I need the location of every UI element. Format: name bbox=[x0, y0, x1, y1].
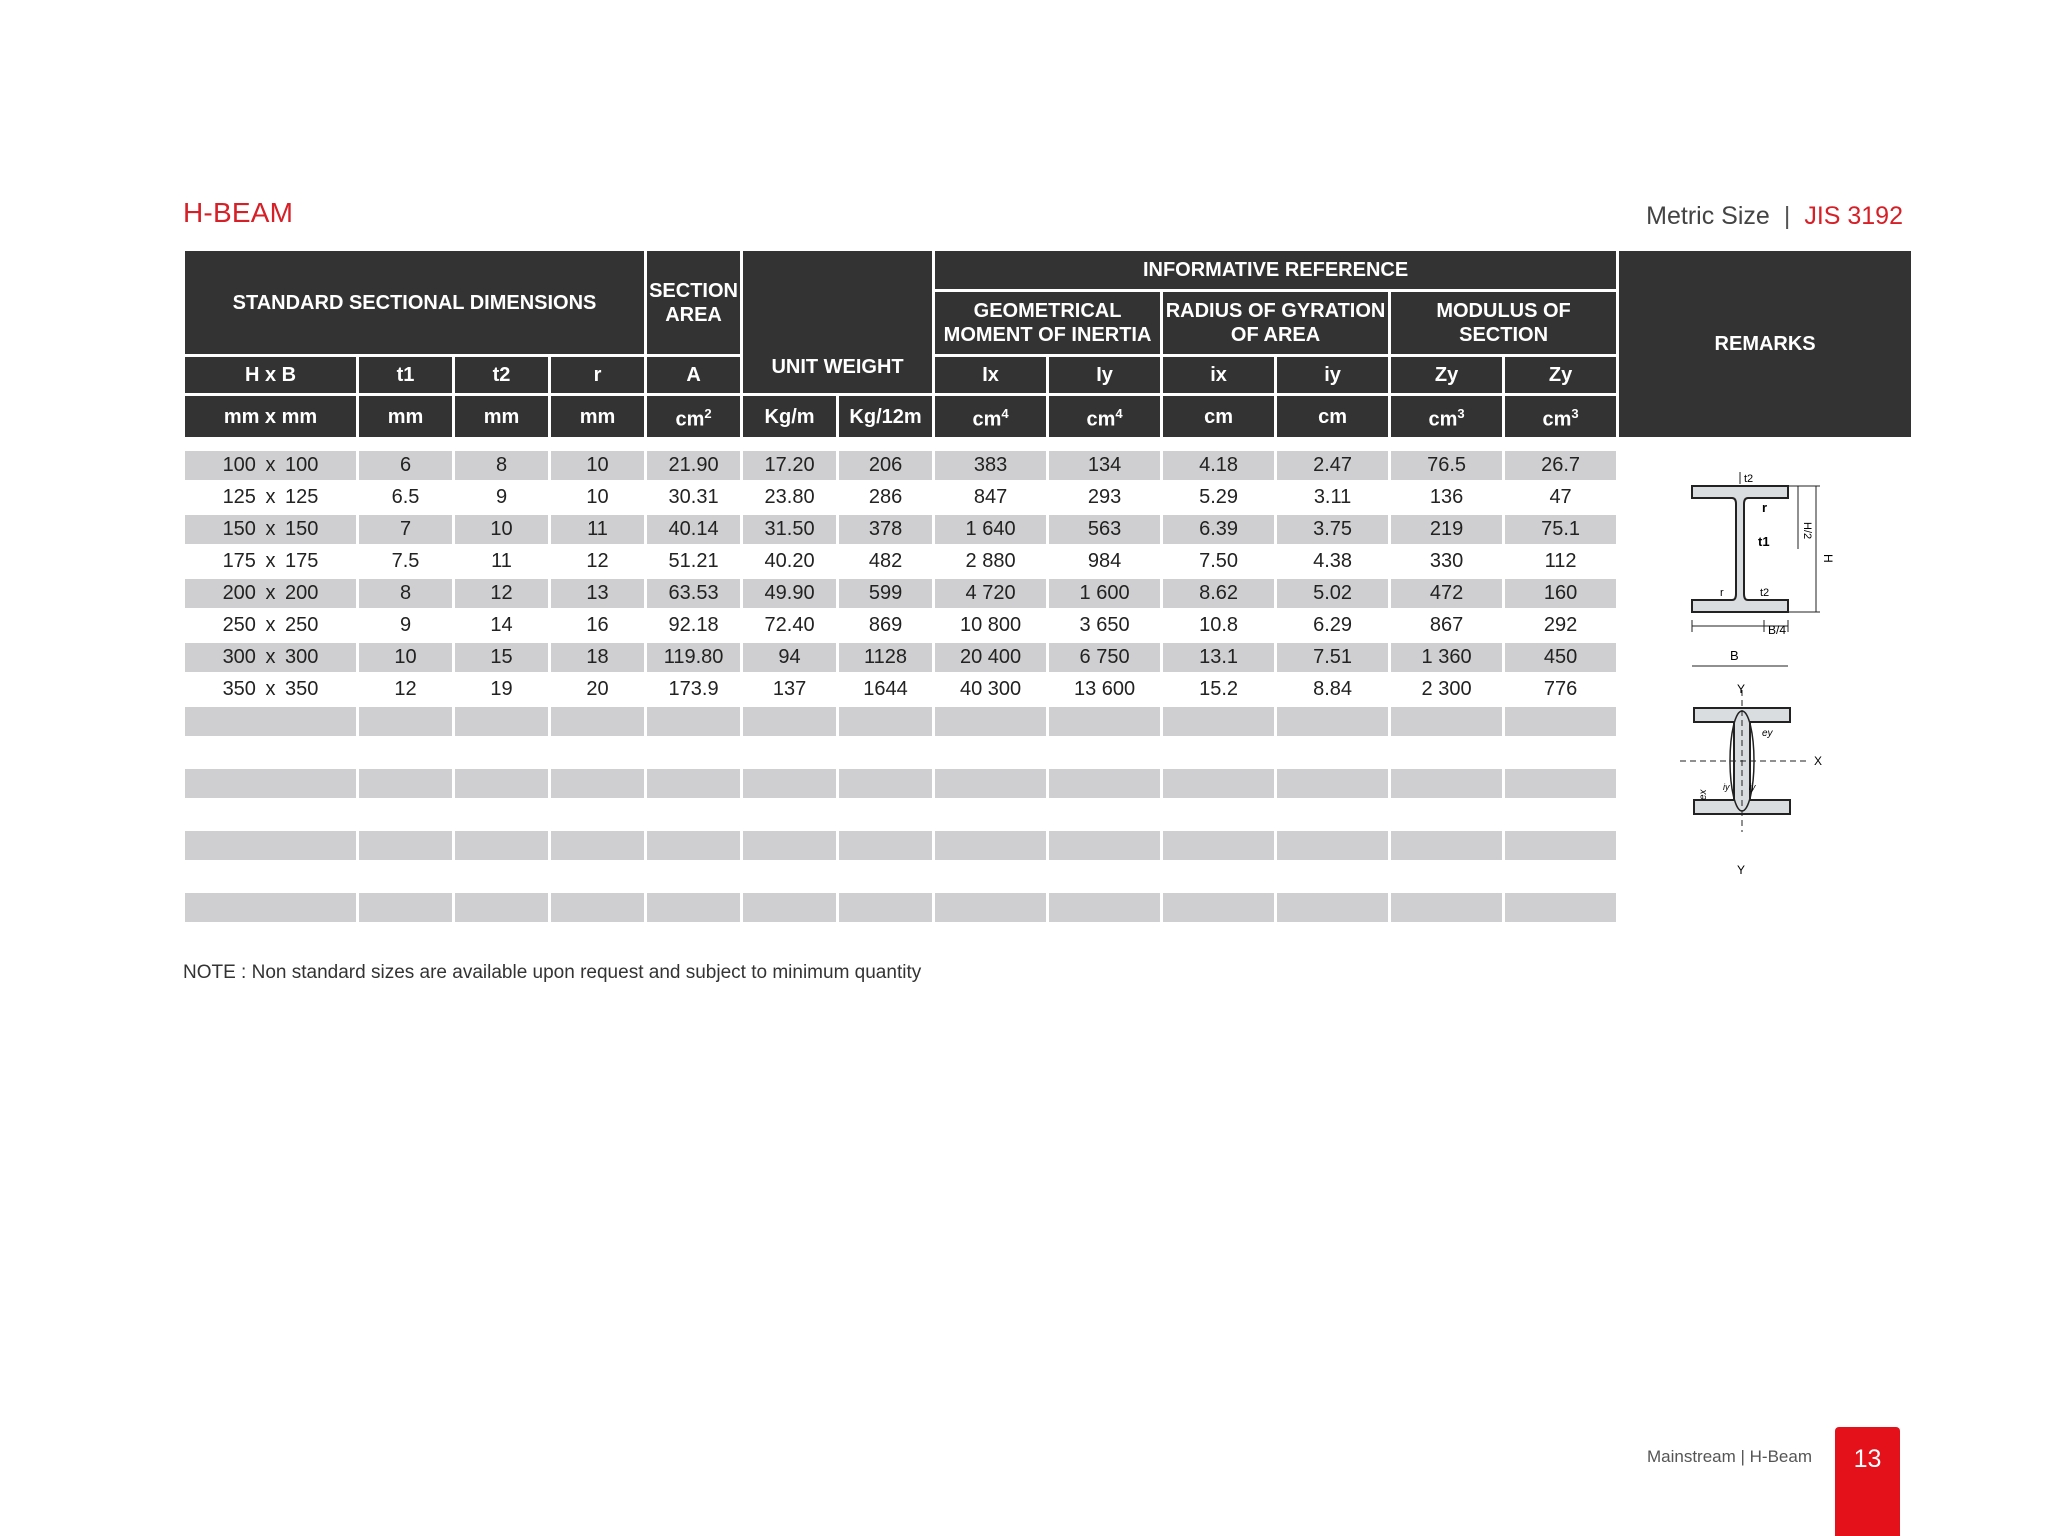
label-b-quarter: B/4 bbox=[1768, 623, 1787, 637]
table-cell: 6.29 bbox=[1313, 614, 1353, 636]
table-cell: 776 bbox=[1543, 678, 1578, 700]
table-cell: 173.9 bbox=[668, 678, 719, 700]
symbol-t1: t1 bbox=[359, 357, 452, 393]
label-h: H bbox=[1821, 554, 1835, 563]
table-cell: 293 bbox=[1087, 486, 1122, 508]
table-cell-empty bbox=[1049, 707, 1160, 736]
table-cell: 10 bbox=[551, 451, 644, 480]
table-cell: 6.39 bbox=[1163, 515, 1274, 544]
table-cell: 76.5 bbox=[1391, 451, 1502, 480]
table-cell: 20 400 bbox=[935, 643, 1046, 672]
table-cell: 18 bbox=[551, 643, 644, 672]
unit-iy-moment: $cm^4$ bbox=[1049, 396, 1160, 437]
table-cell: 7.50 bbox=[1199, 550, 1239, 572]
unit-area: $cm^2$ bbox=[647, 396, 740, 437]
table-cell-empty bbox=[455, 707, 548, 736]
unit-mm-x-mm: mm x mm bbox=[185, 396, 356, 437]
table-cell-empty bbox=[551, 831, 644, 860]
table-cell-empty bbox=[359, 707, 452, 736]
table-cell: 125 x 125 bbox=[222, 486, 319, 508]
table-cell-empty bbox=[1391, 769, 1502, 798]
table-cell-empty bbox=[359, 831, 452, 860]
table-cell: 119.80 bbox=[647, 643, 740, 672]
header-unit-weight: UNIT WEIGHT bbox=[743, 251, 932, 393]
table-cell: 13.1 bbox=[1163, 643, 1274, 672]
h-beam-dimension-drawing bbox=[1692, 472, 1835, 666]
table-cell: 10 bbox=[455, 515, 548, 544]
table-cell-empty bbox=[839, 831, 932, 860]
symbol-zy-1: Zy bbox=[1391, 357, 1502, 393]
unit-ix-radius: cm bbox=[1163, 396, 1274, 437]
symbol-iy-moment: Iy bbox=[1049, 357, 1160, 393]
table-cell-empty bbox=[455, 893, 548, 922]
header-section-area: SECTION AREA bbox=[647, 251, 740, 354]
table-cell: 6 750 bbox=[1049, 643, 1160, 672]
table-cell-empty bbox=[1049, 831, 1160, 860]
table-cell-empty bbox=[743, 831, 836, 860]
table-cell: 378 bbox=[839, 515, 932, 544]
table-cell: 8 bbox=[359, 579, 452, 608]
table-cell-empty bbox=[743, 893, 836, 922]
table-cell-empty bbox=[185, 831, 356, 860]
table-cell: 94 bbox=[743, 643, 836, 672]
table-cell-empty bbox=[935, 831, 1046, 860]
table-cell: 219 bbox=[1391, 515, 1502, 544]
table-cell: 40 300 bbox=[959, 678, 1022, 700]
table-cell-empty bbox=[1505, 893, 1616, 922]
table-cell: 160 bbox=[1505, 579, 1616, 608]
label-iy-left: iy bbox=[1723, 782, 1730, 792]
table-cell: 6 bbox=[359, 451, 452, 480]
table-cell-empty bbox=[1277, 769, 1388, 798]
table-cell: 19 bbox=[490, 678, 513, 700]
table-row bbox=[185, 451, 1911, 480]
table-cell: 30.31 bbox=[668, 486, 719, 508]
symbol-ix-radius: ix bbox=[1163, 357, 1274, 393]
table-cell: 2 300 bbox=[1421, 678, 1472, 700]
table-cell: 40.20 bbox=[764, 550, 815, 572]
metric-size-label: Metric Size bbox=[1646, 202, 1770, 230]
table-cell: 20 bbox=[586, 678, 609, 700]
header-modulus-of-section: MODULUS OF SECTION bbox=[1391, 292, 1616, 354]
table-cell: 6.5 bbox=[391, 486, 420, 508]
page-number-badge: 13 bbox=[1835, 1427, 1900, 1536]
table-cell-empty bbox=[1163, 707, 1274, 736]
table-cell: 7 bbox=[359, 515, 452, 544]
subtitle-separator: | bbox=[1783, 202, 1791, 230]
table-cell: 10.8 bbox=[1199, 614, 1239, 636]
table-cell: 563 bbox=[1049, 515, 1160, 544]
symbol-t2: t2 bbox=[455, 357, 548, 393]
table-cell: 23.80 bbox=[764, 486, 815, 508]
table-cell-empty bbox=[551, 769, 644, 798]
table-cell: 31.50 bbox=[743, 515, 836, 544]
table-cell: 26.7 bbox=[1505, 451, 1616, 480]
table-cell-empty bbox=[839, 769, 932, 798]
unit-kg-per-m: Kg/m bbox=[743, 396, 836, 437]
label-axis-y-top: Y bbox=[1737, 682, 1746, 696]
h-beam-axis-drawing bbox=[1680, 682, 1822, 877]
table-cell: 13 bbox=[551, 579, 644, 608]
table-cell: 482 bbox=[868, 550, 903, 572]
label-iy-right: iy bbox=[1749, 782, 1756, 792]
table-cell: 4.38 bbox=[1313, 550, 1353, 572]
table-cell-empty bbox=[935, 769, 1046, 798]
table-cell: 137 bbox=[772, 678, 807, 700]
table-cell: 1128 bbox=[839, 643, 932, 672]
table-cell: 9 bbox=[399, 614, 412, 636]
table-cell-empty bbox=[359, 893, 452, 922]
table-cell: 10 bbox=[586, 486, 609, 508]
h-beam-section-diagram bbox=[1680, 460, 1880, 880]
table-cell-empty bbox=[1049, 769, 1160, 798]
unit-zy-2: $cm^3$ bbox=[1505, 396, 1616, 437]
table-cell: 100 x 100 bbox=[185, 451, 356, 480]
header-standard-dimensions: STANDARD SECTIONAL DIMENSIONS bbox=[185, 251, 644, 354]
table-cell-empty bbox=[647, 769, 740, 798]
table-cell: 1 640 bbox=[935, 515, 1046, 544]
table-cell: 599 bbox=[839, 579, 932, 608]
symbol-zy-2: Zy bbox=[1505, 357, 1616, 393]
table-cell: 47 bbox=[1549, 486, 1572, 508]
table-cell: 17.20 bbox=[743, 451, 836, 480]
header-moment-of-inertia: GEOMETRICAL MOMENT OF INERTIA bbox=[935, 292, 1160, 354]
table-cell: 11 bbox=[551, 515, 644, 544]
table-cell: 450 bbox=[1505, 643, 1616, 672]
label-ey: ey bbox=[1762, 728, 1773, 739]
label-axis-x: X bbox=[1814, 754, 1823, 768]
table-cell: 63.53 bbox=[647, 579, 740, 608]
table-cell: 1 360 bbox=[1391, 643, 1502, 672]
table-cell: 472 bbox=[1391, 579, 1502, 608]
symbol-r: r bbox=[551, 357, 644, 393]
table-cell: 1 600 bbox=[1049, 579, 1160, 608]
table-cell: 867 bbox=[1429, 614, 1464, 636]
table-cell-empty bbox=[359, 769, 452, 798]
label-axis-y-bottom: Y bbox=[1737, 863, 1746, 877]
table-cell: 3 650 bbox=[1079, 614, 1130, 636]
table-cell-empty bbox=[185, 707, 356, 736]
table-cell: 49.90 bbox=[743, 579, 836, 608]
table-cell: 2 880 bbox=[965, 550, 1016, 572]
table-cell-empty bbox=[551, 707, 644, 736]
table-cell: 3.75 bbox=[1277, 515, 1388, 544]
label-t2-top: t2 bbox=[1744, 473, 1754, 485]
table-cell: 10 800 bbox=[959, 614, 1022, 636]
table-cell-empty bbox=[839, 707, 932, 736]
table-cell: 175 x 175 bbox=[222, 550, 319, 572]
label-t1: t1 bbox=[1758, 534, 1770, 549]
table-cell: 8.62 bbox=[1163, 579, 1274, 608]
symbol-ix-moment: Ix bbox=[935, 357, 1046, 393]
table-cell-empty bbox=[743, 707, 836, 736]
table-cell-empty bbox=[1277, 893, 1388, 922]
table-cell: 847 bbox=[973, 486, 1008, 508]
table-cell-empty bbox=[1505, 769, 1616, 798]
table-cell: 112 bbox=[1544, 550, 1577, 572]
table-cell: 11 bbox=[491, 550, 512, 572]
table-cell: 92.18 bbox=[668, 614, 719, 636]
table-cell-empty bbox=[185, 893, 356, 922]
table-cell: 300 x 300 bbox=[185, 643, 356, 672]
table-cell: 250 x 250 bbox=[222, 614, 319, 636]
label-r-bottom: r bbox=[1720, 587, 1724, 599]
unit-iy-radius: cm bbox=[1277, 396, 1388, 437]
table-cell: 136 bbox=[1429, 486, 1464, 508]
table-cell-empty bbox=[551, 893, 644, 922]
table-cell-empty bbox=[1163, 769, 1274, 798]
table-cell: 206 bbox=[839, 451, 932, 480]
table-cell: 1644 bbox=[863, 678, 908, 700]
table-cell-empty bbox=[1163, 893, 1274, 922]
table-cell-empty bbox=[647, 831, 740, 860]
table-cell: 10 bbox=[359, 643, 452, 672]
table-cell: 286 bbox=[868, 486, 903, 508]
label-h-half: H/2 bbox=[1801, 522, 1813, 540]
table-cell-empty bbox=[1163, 831, 1274, 860]
table-cell: 383 bbox=[935, 451, 1046, 480]
table-cell-empty bbox=[647, 893, 740, 922]
table-cell: 2.47 bbox=[1277, 451, 1388, 480]
table-cell: 12 bbox=[455, 579, 548, 608]
table-cell: 13 600 bbox=[1073, 678, 1136, 700]
table-cell: 12 bbox=[586, 550, 609, 572]
symbol-hxb: H x B bbox=[185, 357, 356, 393]
h-beam-table bbox=[182, 248, 1914, 925]
table-cell: 869 bbox=[868, 614, 903, 636]
header-remarks: REMARKS bbox=[1619, 251, 1911, 437]
unit-zy-1: $cm^3$ bbox=[1391, 396, 1502, 437]
table-cell-empty bbox=[1277, 831, 1388, 860]
table-cell-empty bbox=[1391, 893, 1502, 922]
table-cell-empty bbox=[1391, 707, 1502, 736]
table-cell: 14 bbox=[490, 614, 513, 636]
doc-subtitle-group bbox=[1646, 202, 1903, 231]
header-radius-of-gyration: RADIUS OF GYRATION OF AREA bbox=[1163, 292, 1388, 354]
label-r-top: r bbox=[1762, 500, 1768, 515]
table-cell-empty bbox=[935, 893, 1046, 922]
unit-r: mm bbox=[551, 396, 644, 437]
table-cell: 15 bbox=[455, 643, 548, 672]
table-cell-empty bbox=[743, 769, 836, 798]
table-cell: 150 x 150 bbox=[185, 515, 356, 544]
unit-t1: mm bbox=[359, 396, 452, 437]
table-cell: 8 bbox=[455, 451, 548, 480]
jis-standard-label: JIS 3192 bbox=[1804, 202, 1903, 230]
table-cell: 200 x 200 bbox=[185, 579, 356, 608]
unit-kg-per-12m: Kg/12m bbox=[839, 396, 932, 437]
table-cell-empty bbox=[935, 707, 1046, 736]
table-cell: 9 bbox=[495, 486, 508, 508]
table-cell: 75.1 bbox=[1505, 515, 1616, 544]
label-t2-bottom: t2 bbox=[1760, 587, 1770, 599]
header-informative-reference: INFORMATIVE REFERENCE bbox=[935, 251, 1616, 289]
unit-t2: mm bbox=[455, 396, 548, 437]
table-cell-empty bbox=[455, 831, 548, 860]
label-ex: ex bbox=[1698, 789, 1709, 800]
table-cell-empty bbox=[1505, 707, 1616, 736]
table-cell: 12 bbox=[394, 678, 417, 700]
table-cell: 72.40 bbox=[764, 614, 815, 636]
table-cell: 7.5 bbox=[391, 550, 420, 572]
table-cell: 292 bbox=[1543, 614, 1578, 636]
table-cell: 16 bbox=[586, 614, 609, 636]
table-cell: 15.2 bbox=[1199, 678, 1239, 700]
footer-text: Mainstream | H-Beam bbox=[1646, 1447, 1812, 1466]
unit-ix-moment: $cm^4$ bbox=[935, 396, 1046, 437]
table-cell: 51.21 bbox=[668, 550, 719, 572]
table-cell-empty bbox=[1277, 707, 1388, 736]
symbol-a: A bbox=[647, 357, 740, 393]
table-cell-empty bbox=[1049, 893, 1160, 922]
label-b: B bbox=[1730, 648, 1739, 663]
symbol-iy-radius: iy bbox=[1277, 357, 1388, 393]
table-cell: 21.90 bbox=[647, 451, 740, 480]
table-cell-empty bbox=[185, 769, 356, 798]
table-cell-empty bbox=[647, 707, 740, 736]
table-cell: 5.02 bbox=[1277, 579, 1388, 608]
table-cell: 984 bbox=[1087, 550, 1122, 572]
table-cell: 7.51 bbox=[1277, 643, 1388, 672]
table-cell: 8.84 bbox=[1313, 678, 1353, 700]
table-cell: 134 bbox=[1049, 451, 1160, 480]
table-cell-empty bbox=[1505, 831, 1616, 860]
table-cell: 4 720 bbox=[935, 579, 1046, 608]
note-text: NOTE : Non standard sizes are available upon request and subject to minimum quantity bbox=[183, 962, 922, 983]
table-cell-empty bbox=[455, 769, 548, 798]
doc-title: H-BEAM bbox=[183, 197, 294, 228]
table-cell: 5.29 bbox=[1199, 486, 1239, 508]
table-cell: 350 x 350 bbox=[222, 678, 319, 700]
table-cell-empty bbox=[839, 893, 932, 922]
table-cell-empty bbox=[1391, 831, 1502, 860]
table-cell: 3.11 bbox=[1313, 486, 1352, 508]
table-cell: 4.18 bbox=[1163, 451, 1274, 480]
table-cell: 330 bbox=[1429, 550, 1464, 572]
table-cell: 40.14 bbox=[647, 515, 740, 544]
